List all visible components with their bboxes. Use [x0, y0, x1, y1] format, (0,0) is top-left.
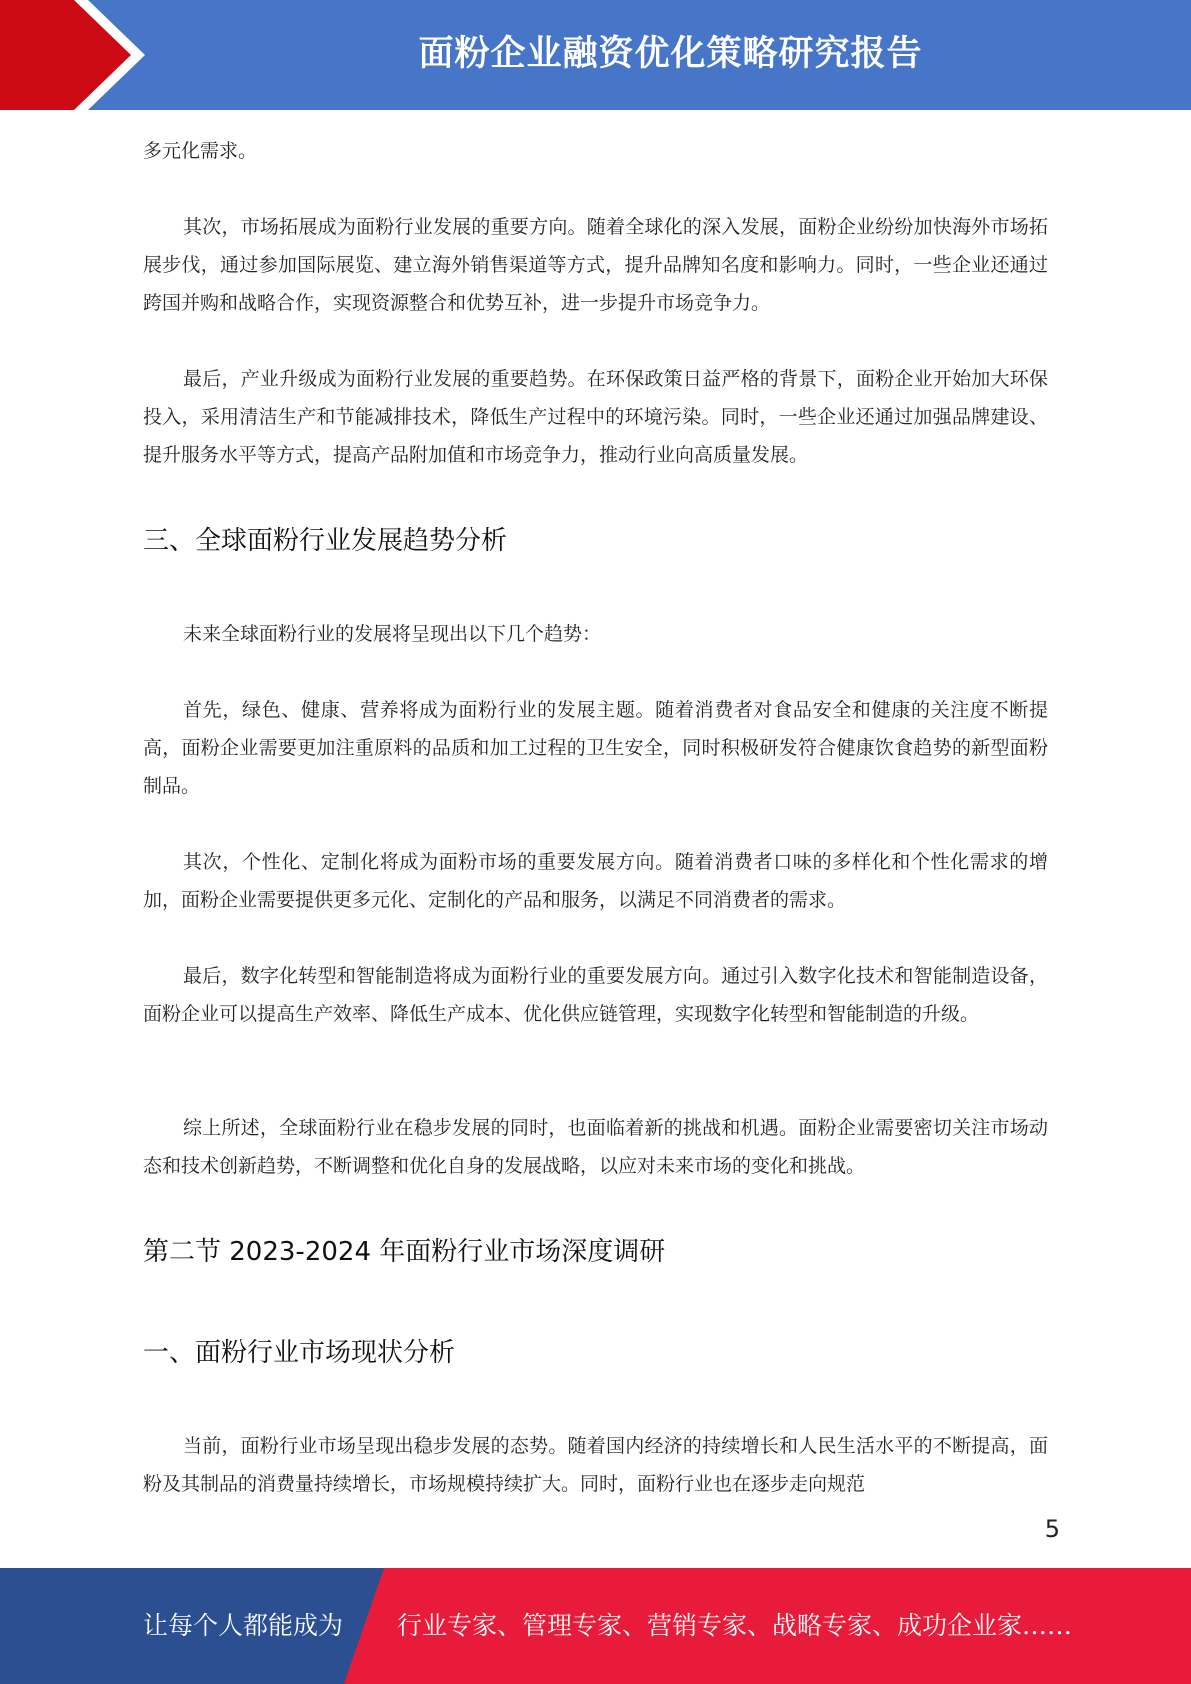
report-title: 面粉企业融资优化策略研究报告 — [418, 34, 923, 74]
paragraph-summary: 综上所述，全球面粉行业在稳步发展的同时，也面临着新的挑战和机遇。面粉企业需要密切关注市场动态和技术创新趋势，不断调整和优化自身的发展战略，以应对未来市场的变化和挑战。 — [143, 1117, 1048, 1177]
header-banner — [0, 0, 1191, 110]
paragraph-trends-intro: 未来全球面粉行业的发展将呈现出以下几个趋势： — [183, 623, 602, 645]
section-heading-market-status: 一、面粉行业市场现状分析 — [143, 1338, 456, 1368]
paragraph-current-status: 当前，面粉行业市场呈现出稳步发展的态势。随着国内经济的持续增长和人民生活水平的不断提高，面粉及其制品的消费量持续增长，市场规模持续扩大。同时，面粉行业也在逐步走向规范 — [143, 1435, 1048, 1495]
paragraph-industrial-upgrade: 最后，产业升级成为面粉行业发展的重要趋势。在环保政策日益严格的背景下，面粉企业开始加大环保投入，采用清洁生产和节能减排技术，降低生产过程中的环境污染。同时，一些企业还通过加强品牌建设、提升服务水平等方式，提高产品附加值和市场竞争力，推动行业向高质量发展。 — [143, 368, 1048, 466]
paragraph-personalization: 其次，个性化、定制化将成为面粉市场的重要发展方向。随着消费者口味的多样化和个性化需求的增加，面粉企业需要提供更多元化、定制化的产品和服务，以满足不同消费者的需求。 — [143, 851, 1048, 911]
footer-slogan-right: 行业专家、管理专家、营销专家、战略专家、成功企业家…… — [397, 1611, 1073, 1640]
paragraph-digitalization: 最后，数字化转型和智能制造将成为面粉行业的重要发展方向。通过引入数字化技术和智能制造设备，面粉企业可以提高生产效率、降低生产成本、优化供应链管理，实现数字化转型和智能制造的升级。 — [143, 965, 1048, 1025]
page-number: 5 — [1044, 1515, 1060, 1543]
paragraph-continued: 多元化需求。 — [143, 140, 258, 162]
footer-slogan-left: 让每个人都能成为 — [143, 1611, 344, 1640]
chapter-heading-market-survey: 第二节 2023-2024 年面粉行业市场深度调研 — [143, 1237, 666, 1267]
footer-banner — [0, 1568, 1191, 1684]
paragraph-market-expansion: 其次，市场拓展成为面粉行业发展的重要方向。随着全球化的深入发展，面粉企业纷纷加快海外市场拓展步伐，通过参加国际展览、建立海外销售渠道等方式，提升品牌知名度和影响力。同时，一些企业还通过跨国并购和战略合作，实现资源整合和优势互补，进一步提升市场竞争力。 — [143, 216, 1048, 314]
section-heading-global-trends: 三、全球面粉行业发展趋势分析 — [143, 526, 508, 556]
paragraph-green-health: 首先，绿色、健康、营养将成为面粉行业的发展主题。随着消费者对食品安全和健康的关注度不断提高，面粉企业需要更加注重原料的品质和加工过程的卫生安全，同时积极研发符合健康饮食趋势的新型面粉制品。 — [143, 699, 1048, 797]
